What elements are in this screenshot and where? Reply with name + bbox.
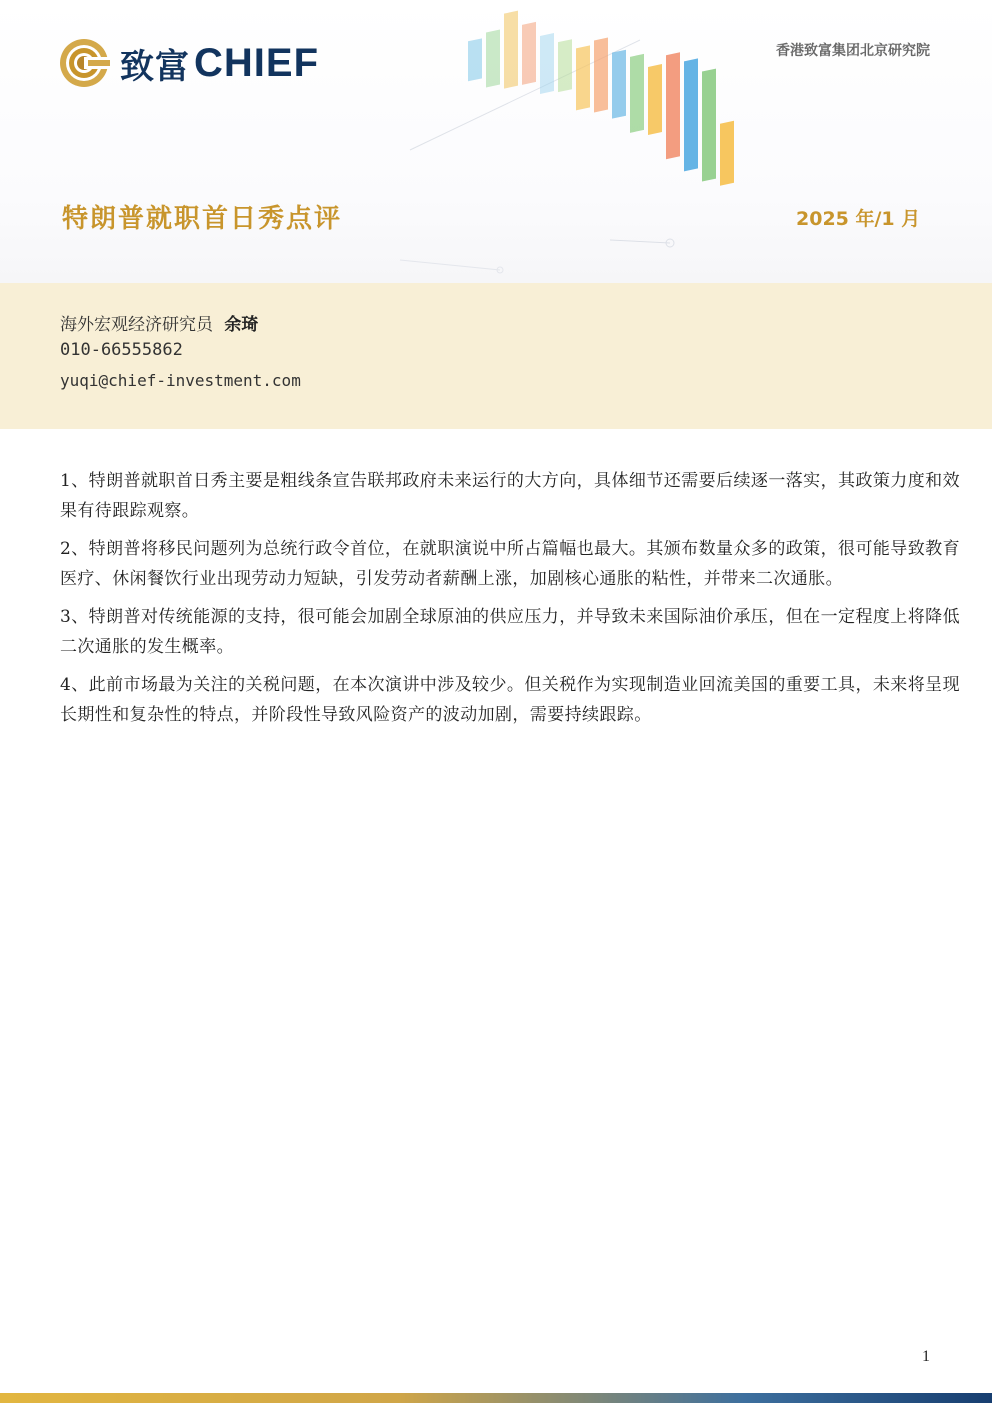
author-email: yuqi@chief-investment.com <box>60 371 301 390</box>
key-point-1: 1、特朗普就职首日秀主要是粗线条宣告联邦政府未来运行的大方向，具体细节还需要后续逐一落实，其政策力度和效果有待跟踪观察。 <box>60 471 960 521</box>
report-date: 2025 年/1 月 <box>796 208 921 230</box>
author-role: 海外宏观经济研究员 <box>60 315 213 335</box>
key-point-4: 4、此前市场最为关注的关税问题，在本次演讲中涉及较少。但关税作为实现制造业回流美国的重要工具，未来将呈现长期性和复杂性的特点，并阶段性导致风险资产的波动加剧，需要持续跟踪。 <box>60 675 960 725</box>
report-header <box>0 0 992 283</box>
institute-name: 香港致富集团北京研究院 <box>776 43 930 59</box>
author-phone: 010-66555862 <box>60 340 183 360</box>
author-name: 余琦 <box>224 315 259 335</box>
company-logo <box>58 36 319 90</box>
report-title: 特朗普就职首日秀点评 <box>62 204 343 234</box>
logo-swirl-icon <box>58 37 110 89</box>
page-number: 1 <box>922 1348 930 1365</box>
logo-chinese-text: 致富 <box>120 46 190 87</box>
key-points-list <box>60 466 960 738</box>
author-line <box>60 310 258 335</box>
footer-accent-bar <box>0 1393 992 1403</box>
key-point-3: 3、特朗普对传统能源的支持，很可能会加剧全球原油的供应压力，并导致未来国际油价承压，但在一定程度上将降低二次通胀的发生概率。 <box>60 607 960 657</box>
author-info-band <box>0 283 992 429</box>
key-point-2: 2、特朗普将移民问题列为总统行政令首位，在就职演说中所占篇幅也最大。其颁布数量众多的政策，很可能导致教育医疗、休闲餐饮行业出现劳动力短缺，引发劳动者薪酬上涨，加剧核心通胀的粘性，并带来二次通胀。 <box>60 539 960 589</box>
logo-english-text: CHIEF <box>194 40 319 85</box>
